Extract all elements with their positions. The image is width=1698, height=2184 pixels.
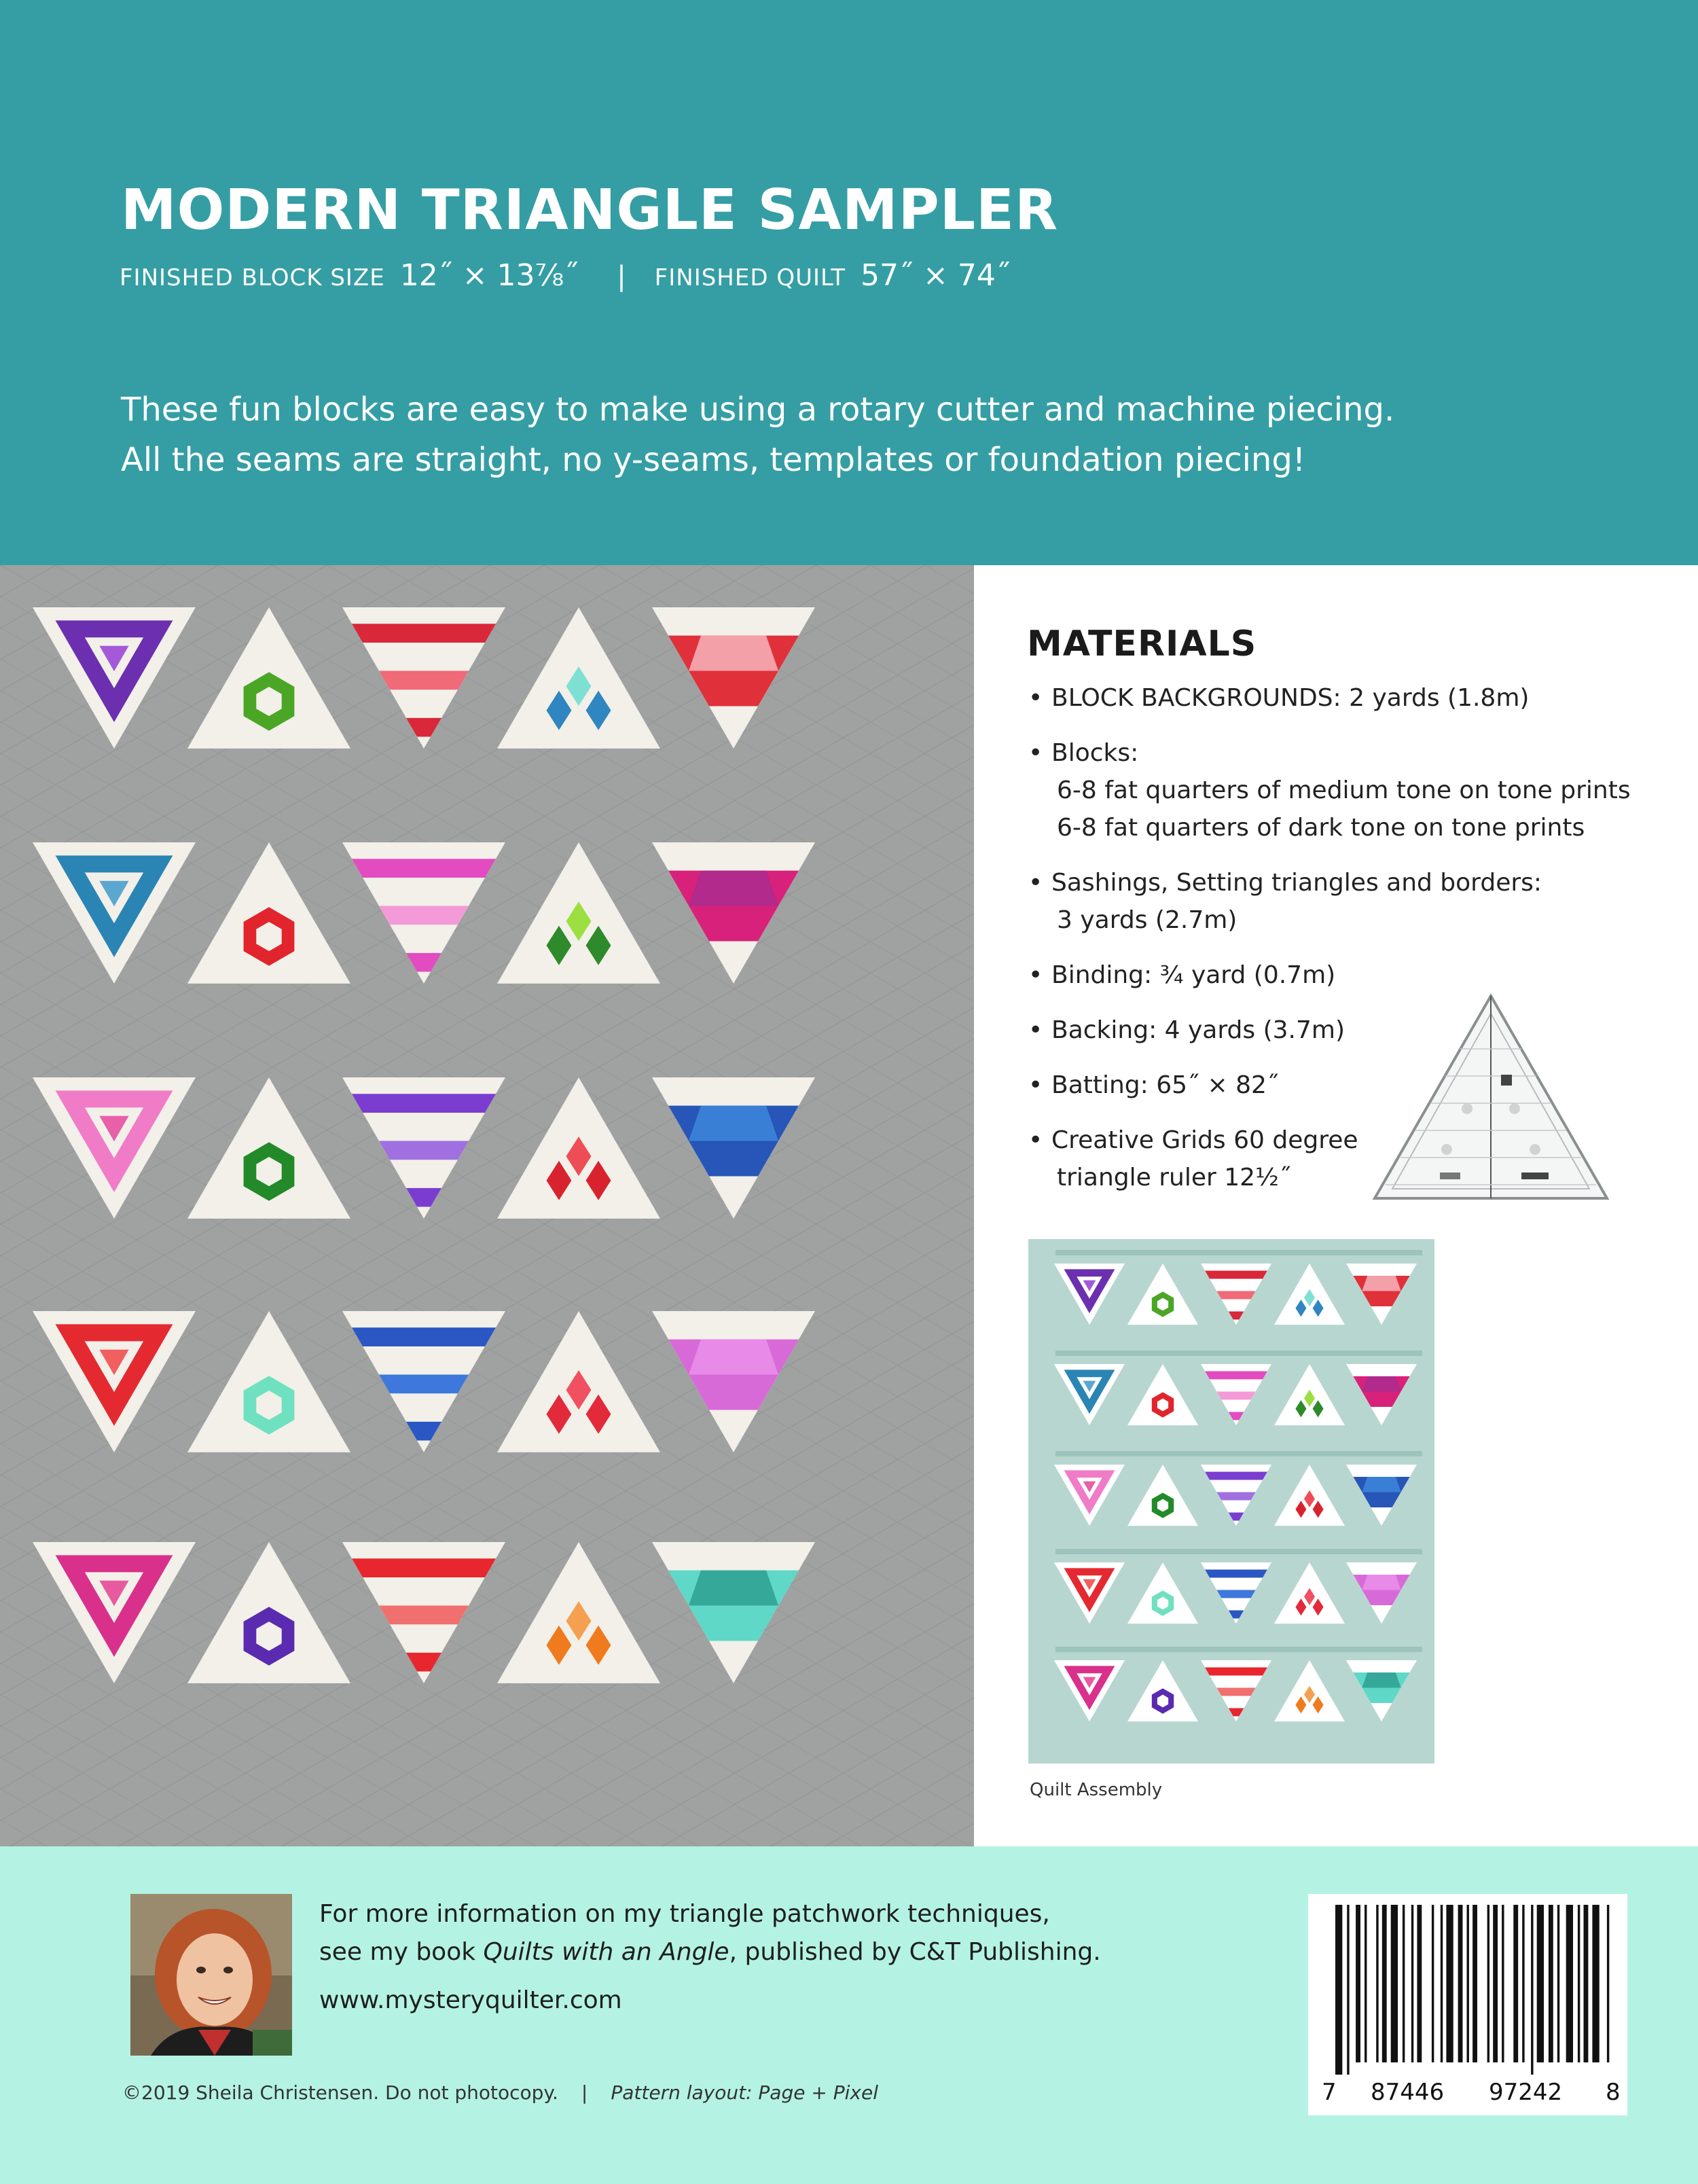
barcode-bar	[1347, 1905, 1349, 2075]
barcode-bar	[1592, 1905, 1599, 2062]
quilt-block-motif	[1205, 1372, 1267, 1380]
materials-item-subtext: 6-8 fat quarters of dark tone on tone prints	[1057, 814, 1585, 842]
copyright-line	[122, 2081, 878, 2104]
materials-heading: MATERIALS	[1027, 624, 1257, 664]
quilt-block-motif	[1205, 1271, 1267, 1279]
materials-item	[1028, 864, 1640, 939]
barcode-digits	[1308, 2079, 1627, 2106]
assembly-sashing	[1055, 1451, 1422, 1456]
barcode-bar	[1502, 1905, 1504, 2062]
barcode-bar	[1376, 1905, 1378, 2062]
copyright-text: ©2019 Sheila Christensen. Do not photocopy.	[122, 2081, 558, 2104]
quilt-block-motif	[379, 1606, 469, 1625]
quilt-assembly-diagram	[1028, 1239, 1434, 1764]
barcode-bar	[1549, 1905, 1553, 2062]
layout-credit: Pattern layout: Page + Pixel	[611, 2081, 878, 2104]
triangle-ruler-image	[1372, 993, 1610, 1201]
barcode-digit-last: 8	[1606, 2079, 1621, 2106]
isbn-barcode	[1308, 1894, 1627, 2115]
barcode-group-1: 87446	[1371, 2079, 1445, 2106]
barcode-bar	[1446, 1905, 1453, 2062]
barcode-bar	[1458, 1905, 1463, 2062]
quilt-block-motif	[1216, 1392, 1255, 1400]
quilt-block-motif	[1216, 1688, 1255, 1696]
quilt-block-motif	[379, 1141, 469, 1160]
size-separator: |	[617, 261, 626, 292]
book-info-prefix: see my book	[319, 1938, 484, 1966]
quilt-block-motif	[1362, 1376, 1401, 1392]
assembly-sashing	[1055, 1549, 1422, 1554]
quilt-block-motif	[1362, 1575, 1401, 1590]
quilt-block-motif	[1216, 1590, 1255, 1598]
materials-item	[1028, 734, 1640, 846]
book-info	[319, 1895, 1101, 1971]
barcode-bar	[1365, 1905, 1367, 2062]
materials-item-text: Backing: 4 yards (3.7m)	[1051, 1016, 1345, 1044]
quilt-block-motif	[1205, 1570, 1267, 1578]
bullet: •	[1028, 1016, 1043, 1044]
book-title: Quilts with an Angle	[483, 1938, 729, 1966]
materials-item-text: BLOCK BACKGROUNDS: 2 yards (1.8m)	[1051, 684, 1530, 712]
materials-item-text: Creative Grids 60 degree	[1051, 1126, 1358, 1154]
barcode-bar	[1382, 1905, 1387, 2062]
materials-item-text: Batting: 65˝ × 82˝	[1051, 1071, 1279, 1099]
bullet: •	[1028, 869, 1043, 897]
intro-line-1: These fun blocks are easy to make using a rotary cutter and machine piecing.	[121, 391, 1395, 429]
barcode-bar	[1432, 1905, 1434, 2062]
assembly-sashing	[1055, 1647, 1422, 1652]
materials-item	[1028, 956, 1640, 994]
bullet: •	[1028, 961, 1043, 989]
quilt-block-motif	[352, 1558, 496, 1577]
assembly-sashing	[1055, 1350, 1422, 1356]
barcode-bar	[1417, 1905, 1422, 2062]
quilt-block-motif	[1362, 1276, 1401, 1291]
quilt-block-motif	[379, 1375, 469, 1394]
author-photo	[130, 1894, 292, 2056]
barcode-bar	[1441, 1905, 1443, 2062]
quilt-block-motif	[352, 1327, 496, 1346]
quilt-block-motif	[379, 906, 469, 925]
barcode-bar	[1531, 1905, 1533, 2075]
quilt-block-motif	[1362, 1477, 1401, 1492]
book-info-line-2	[319, 1933, 1101, 1971]
barcode-bar	[1513, 1905, 1518, 2062]
barcode-bar	[1584, 1905, 1589, 2062]
materials-item-subtext: triangle ruler 12½˝	[1057, 1164, 1291, 1192]
quilt-block-motif	[689, 636, 778, 671]
barcode-bar	[1335, 1905, 1342, 2075]
barcode-bar	[1522, 1905, 1524, 2062]
quilt-block-motif	[689, 871, 778, 906]
intro-line-2: All the seams are straight, no y-seams, templates or foundation piecing!	[121, 441, 1306, 479]
quilt-block-motif	[1205, 1472, 1267, 1480]
bullet: •	[1028, 684, 1043, 712]
barcode-bar	[1411, 1905, 1413, 2062]
barcode-bar	[1356, 1905, 1360, 2062]
quilt-block-motif	[689, 1340, 778, 1375]
quilt-size-label: FINISHED QUILT	[654, 264, 846, 291]
block-size-value: 12˝ × 13⅞˝	[399, 258, 579, 293]
page-title: MODERN TRIANGLE SAMPLER	[121, 178, 1059, 243]
barcode-digit-first: 7	[1322, 2079, 1337, 2106]
bullet: •	[1028, 739, 1043, 767]
bullet: •	[1028, 1071, 1043, 1099]
intro-text	[121, 384, 1615, 485]
materials-item	[1028, 679, 1640, 717]
website-link[interactable]: www.mysteryquilter.com	[319, 1986, 622, 2014]
quilt-size-value: 57˝ × 74˝	[861, 258, 1011, 293]
barcode-bar	[1467, 1905, 1469, 2062]
barcode-bar	[1487, 1905, 1489, 2062]
barcode-bar	[1566, 1905, 1573, 2062]
copyright-separator: |	[581, 2081, 588, 2104]
block-size-label: FINISHED BLOCK SIZE	[120, 264, 385, 291]
barcode-bar	[1537, 1905, 1544, 2062]
barcode-bar	[1493, 1905, 1498, 2062]
quilt-block-motif	[379, 671, 469, 690]
materials-item-text: Blocks:	[1051, 739, 1139, 767]
materials-item-subtext: 3 yards (2.7m)	[1057, 906, 1238, 934]
quilt-block-motif	[1362, 1672, 1401, 1688]
bullet: •	[1028, 1126, 1043, 1154]
barcode-bar	[1403, 1905, 1405, 2062]
quilt-photo	[0, 565, 974, 1846]
quilt-block-motif	[352, 1094, 496, 1113]
quilt-block-motif	[689, 1106, 778, 1141]
quilt-block-motif	[352, 859, 496, 878]
barcode-bar	[1607, 1905, 1609, 2062]
barcode-bar	[1557, 1905, 1559, 2062]
quilt-block-motif	[1216, 1291, 1255, 1300]
barcode-bar	[1473, 1905, 1477, 2062]
book-info-line-1: For more information on my triangle patchwork techniques,	[319, 1900, 1050, 1928]
quilt-block-motif	[352, 624, 496, 643]
assembly-sashing	[1055, 1250, 1422, 1255]
quilt-block-motif	[1216, 1492, 1255, 1501]
barcode-group-2: 97242	[1489, 2079, 1563, 2106]
barcode-bar	[1578, 1905, 1580, 2062]
materials-item-text: Binding: ¾ yard (0.7m)	[1051, 961, 1336, 989]
materials-item-text: Sashings, Setting triangles and borders:	[1051, 869, 1542, 897]
size-line	[120, 258, 1011, 293]
quilt-block-motif	[1205, 1668, 1267, 1676]
assembly-caption: Quilt Assembly	[1030, 1780, 1163, 1800]
book-info-suffix: , published by C&T Publishing.	[729, 1938, 1101, 1966]
barcode-bar	[1391, 1905, 1398, 2062]
materials-item-subtext: 6-8 fat quarters of medium tone on tone prints	[1057, 776, 1631, 804]
quilt-block-motif	[689, 1571, 778, 1606]
header-banner	[0, 0, 1698, 565]
